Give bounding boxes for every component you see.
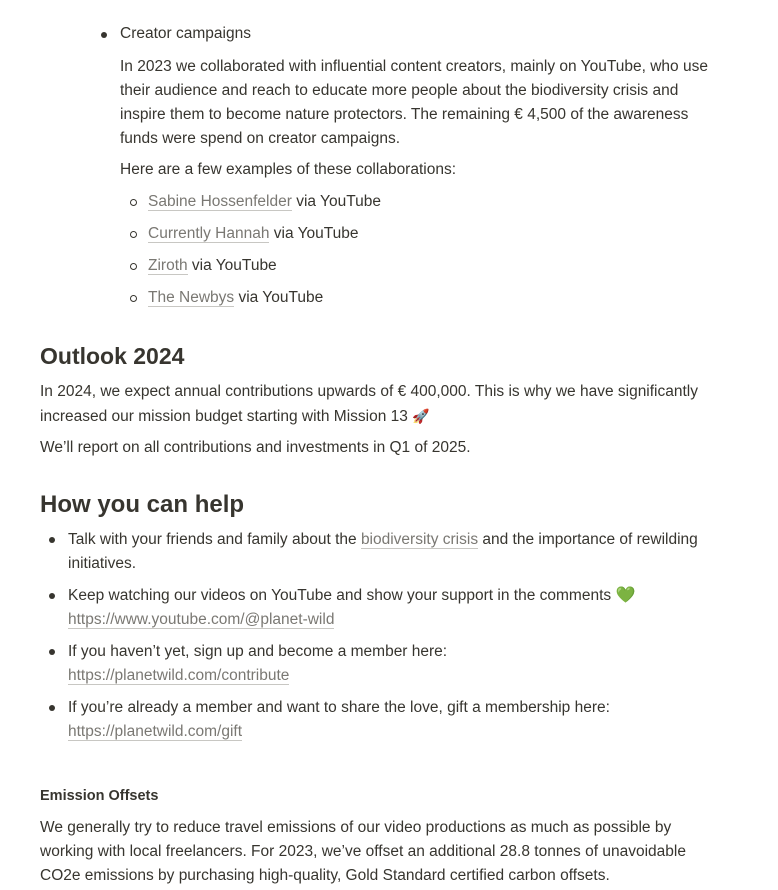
example-link-the-newbys[interactable]: The Newbys (148, 289, 235, 306)
outlook-line-1: In 2024, we expect annual contributions upwards of € 400,000. This is why we have significantly (40, 383, 698, 400)
bullet-disc-icon (49, 593, 55, 599)
list-item (148, 254, 277, 278)
emission-paragraph (40, 816, 686, 888)
examples-intro: Here are a few examples of these collaborations: (120, 161, 457, 178)
example-link-sabine[interactable]: Sabine Hossenfelder (148, 193, 292, 210)
outlook-line-3: We’ll report on all contributions and investments in Q1 of 2025. (40, 439, 471, 456)
gift-link[interactable]: https://planetwild.com/gift (68, 723, 243, 740)
paragraph-line: CO2e emissions by purchasing high-quality, Gold Standard certified carbon offsets. (40, 867, 610, 884)
bullet-disc-icon (49, 537, 55, 543)
contribute-link[interactable]: https://planetwild.com/contribute (68, 667, 290, 684)
bullet-circle-icon (130, 295, 137, 302)
creator-campaigns-label: Creator campaigns (120, 25, 251, 42)
paragraph-line: their audience and reach to educate more people about the biodiversity crisis and (120, 82, 679, 99)
bullet-disc-icon (101, 32, 107, 38)
example-suffix: via YouTube (269, 225, 359, 242)
help-item-1-line-2: initiatives. (68, 555, 137, 572)
help-item-1-text: Talk with your friends and family about the (68, 531, 361, 548)
example-link-ziroth[interactable]: Ziroth (148, 257, 188, 274)
example-link-currently-hannah[interactable]: Currently Hannah (148, 225, 270, 242)
help-item-2-url-wrap (68, 608, 334, 632)
help-item-2-text: Keep watching our videos on YouTube and show your support in the comments (68, 587, 612, 604)
help-item-4-url-wrap (68, 720, 242, 744)
paragraph-line: We generally try to reduce travel emissions of our video productions as much as possible by (40, 819, 672, 836)
help-item-1-text-post: and the importance of rewilding (478, 531, 698, 548)
list-item (148, 190, 381, 214)
bullet-circle-icon (130, 263, 137, 270)
biodiversity-crisis-link[interactable]: biodiversity crisis (360, 531, 479, 548)
paragraph-line: In 2023 we collaborated with influential content creators, mainly on YouTube, who use (120, 58, 708, 75)
rocket-icon: 🚀 (412, 408, 430, 424)
bullet-circle-icon (130, 199, 137, 206)
outlook-line-2: increased our mission budget starting with Mission 13 (40, 408, 408, 425)
outlook-line-2-wrap (40, 404, 430, 429)
bullet-circle-icon (130, 231, 137, 238)
bullet-disc-icon (49, 705, 55, 711)
bullet-disc-icon (49, 649, 55, 655)
help-item-1 (68, 528, 698, 552)
green-heart-icon: 💚 (615, 587, 636, 604)
list-item (148, 286, 323, 310)
youtube-channel-link[interactable]: https://www.youtube.com/@planet-wild (68, 611, 335, 628)
emission-heading: Emission Offsets (40, 788, 159, 804)
list-item (148, 222, 359, 246)
paragraph-line: funds were spend on creator campaigns. (120, 130, 401, 147)
outlook-heading: Outlook 2024 (40, 343, 185, 369)
example-suffix: via YouTube (291, 193, 381, 210)
help-heading: How you can help (40, 491, 245, 518)
example-suffix: via YouTube (234, 289, 324, 306)
creator-paragraph (120, 55, 708, 151)
paragraph-line: inspire them to become nature protectors. The remaining € 4,500 of the awareness (120, 106, 689, 123)
paragraph-line: working with local freelancers. For 2023, we’ve offset an additional 28.8 tonnes of unavoidable (40, 843, 686, 860)
help-item-3-url-wrap (68, 664, 289, 688)
help-item-2 (68, 584, 635, 608)
example-suffix: via YouTube (187, 257, 277, 274)
help-item-3-text: If you haven’t yet, sign up and become a member here: (68, 643, 448, 660)
help-item-4-text: If you’re already a member and want to share the love, gift a membership here: (68, 699, 610, 716)
